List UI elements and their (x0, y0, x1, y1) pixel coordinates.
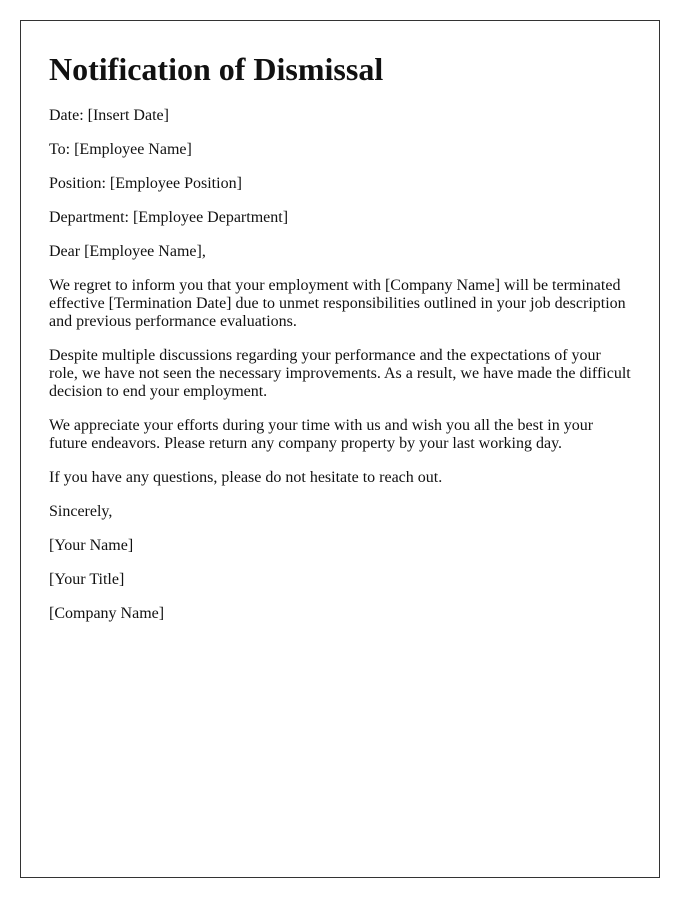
body-paragraph-questions: If you have any questions, please do not hesitate to reach out. (49, 469, 443, 486)
body-paragraph-performance: Despite multiple discussions regarding your performance and the expectations of your role, we have not seen the necessary improvements. As a result, we have made the difficult decision to end your employment. (49, 347, 631, 400)
recipient-line: To: [Employee Name] (49, 141, 192, 158)
body-paragraph-termination: We regret to inform you that your employment with [Company Name] will be terminated effective [Termination Date] due to unmet responsibilities outlined in your job description and previous performance evaluations. (49, 277, 626, 330)
date-line: Date: [Insert Date] (49, 107, 169, 124)
letter-page (20, 20, 660, 878)
sender-name: [Your Name] (49, 537, 134, 554)
sender-title: [Your Title] (49, 571, 125, 588)
department-line: Department: [Employee Department] (49, 209, 289, 226)
sender-company: [Company Name] (49, 605, 165, 622)
salutation: Dear [Employee Name], (49, 243, 206, 260)
closing: Sincerely, (49, 503, 113, 520)
letter-title: Notification of Dismissal (49, 51, 384, 87)
position-line: Position: [Employee Position] (49, 175, 242, 192)
body-paragraph-appreciation: We appreciate your efforts during your time with us and wish you all the best in your future endeavors. Please return any company property by your last working day. (49, 417, 594, 452)
